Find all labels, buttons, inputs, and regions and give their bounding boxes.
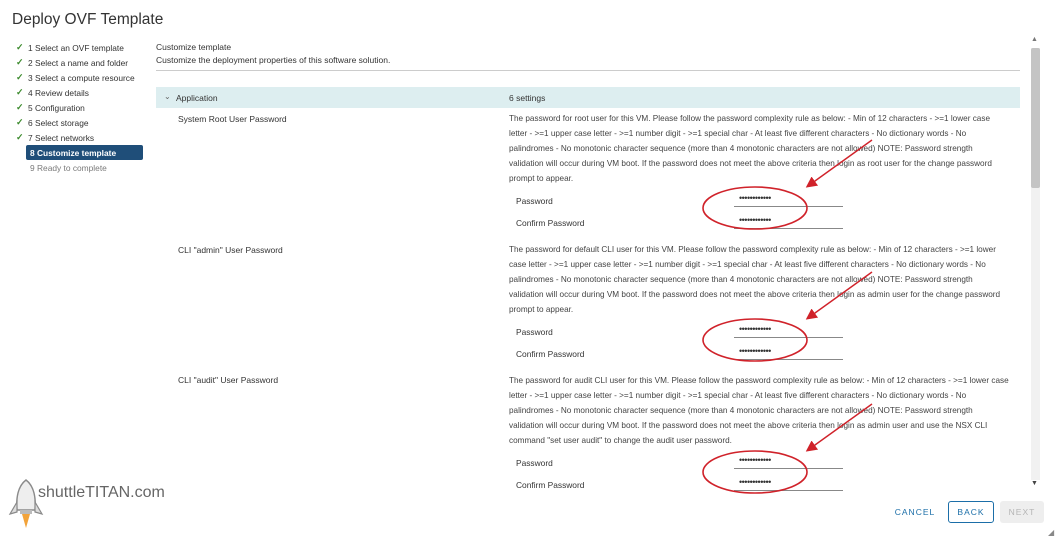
- step-ready-to-complete[interactable]: [16, 160, 146, 175]
- dialog-title: Deploy OVF Template: [12, 11, 164, 28]
- password-label: Password: [516, 458, 553, 468]
- scroll-down-arrow-icon[interactable]: ▼: [1031, 480, 1038, 487]
- resize-grip-icon[interactable]: ◢: [1048, 528, 1055, 537]
- root-confirm-password-input[interactable]: ••••••••••••: [734, 215, 843, 229]
- cancel-button[interactable]: CANCEL: [886, 501, 944, 523]
- checkmark-icon: ✓: [16, 102, 24, 112]
- header-divider: [156, 70, 1020, 71]
- section-count: 6 settings: [509, 93, 546, 103]
- step-select-ovf-template[interactable]: [16, 40, 146, 55]
- checkmark-icon: ✓: [16, 87, 24, 97]
- password-label: Password: [516, 196, 553, 206]
- scroll-up-arrow-icon[interactable]: ▲: [1031, 36, 1038, 43]
- checkmark-icon: ✓: [16, 42, 24, 52]
- audit-confirm-password-input[interactable]: ••••••••••••: [734, 477, 843, 491]
- root-password-input[interactable]: ••••••••••••: [734, 193, 843, 207]
- step-select-name-folder[interactable]: [16, 55, 146, 70]
- step-label: 6 Select storage: [28, 117, 89, 128]
- section-name: Application: [176, 93, 218, 103]
- step-customize-template[interactable]: [26, 145, 143, 160]
- chevron-down-icon[interactable]: ⌄: [164, 92, 171, 101]
- wizard-steps: [16, 40, 146, 175]
- step-label: 5 Configuration: [28, 102, 85, 113]
- step-select-networks[interactable]: [16, 130, 146, 145]
- section-header-application[interactable]: [156, 87, 1020, 108]
- checkmark-icon: ✓: [16, 72, 24, 82]
- checkmark-icon: ✓: [16, 132, 24, 142]
- admin-password-input[interactable]: ••••••••••••: [734, 324, 843, 338]
- admin-confirm-password-input[interactable]: ••••••••••••: [734, 346, 843, 360]
- checkmark-icon: ✓: [16, 57, 24, 67]
- page-title: Customize template: [156, 42, 232, 52]
- page-subtitle: Customize the deployment properties of this software solution.: [156, 55, 391, 65]
- setting-name: System Root User Password: [178, 114, 287, 124]
- checkmark-icon: ✓: [16, 117, 24, 127]
- step-label: 2 Select a name and folder: [28, 57, 129, 68]
- password-label: Password: [516, 327, 553, 337]
- back-button[interactable]: BACK: [948, 501, 994, 523]
- step-label: 8 Customize template: [30, 147, 117, 158]
- step-label: 9 Ready to complete: [30, 162, 107, 173]
- step-label: 7 Select networks: [28, 132, 95, 143]
- vertical-scrollbar[interactable]: [1028, 36, 1042, 492]
- setting-name: CLI "audit" User Password: [178, 375, 279, 385]
- customize-template-panel: [156, 40, 1020, 490]
- step-select-storage[interactable]: [16, 115, 146, 130]
- step-review-details[interactable]: [16, 85, 146, 100]
- step-label: 3 Select a compute resource: [28, 72, 135, 83]
- setting-description: The password for root user for this VM. Please follow the password complexity rule as below: - Min of 12 characters - >=1 lower case letter - >=1 upper case letter - >=1 number digit - >=1 special char - At least five different characters - No dictionary words - No palindromes - No monotonic character sequence (more than 4 monotonic characters are not allowed) NOTE: Password strength validation will occur during VM boot. If the password does not meet the above criteria then login as root user for the change password prompt to appear.: [509, 114, 992, 183]
- watermark-text: shuttleTITAN.com: [38, 484, 165, 501]
- confirm-password-label: Confirm Password: [516, 480, 585, 490]
- step-configuration[interactable]: [16, 100, 146, 115]
- confirm-password-label: Confirm Password: [516, 349, 585, 359]
- confirm-password-label: Confirm Password: [516, 218, 585, 228]
- step-label: 4 Review details: [28, 87, 89, 98]
- setting-description: The password for default CLI user for this VM. Please follow the password complexity rule as below: - Min of 12 characters - >=1 lower case letter - >=1 upper case letter - >=1 number digit - >=1 special char - At least five different characters - No dictionary words - No palindromes - No monotonic character sequence (more than 4 monotonic characters are not allowed) NOTE: Password strength validation will occur during VM boot. If the password does not meet the above criteria then login as admin user for the change password prompt to appear.: [509, 245, 1001, 314]
- setting-name: CLI "admin" User Password: [178, 245, 283, 255]
- setting-description: The password for audit CLI user for this VM. Please follow the password complexity rule as below: - Min of 12 characters - >=1 lower case letter - >=1 upper case letter - >=1 number digit - >=1 special char - At least five different characters - No dictionary words - No palindromes - No monotonic character sequence (more than 4 monotonic characters are not allowed) NOTE: Password strength validation will occur during VM boot. If the password does not meet the above criteria then login as admin user and use the NSX CLI command "set user audit" to change the audit user password.: [509, 376, 1009, 445]
- audit-password-input[interactable]: ••••••••••••: [734, 455, 843, 469]
- step-label: 1 Select an OVF template: [28, 42, 124, 53]
- next-button[interactable]: NEXT: [1000, 501, 1044, 523]
- step-select-compute-resource[interactable]: [16, 70, 146, 85]
- scrollbar-thumb[interactable]: [1031, 48, 1040, 188]
